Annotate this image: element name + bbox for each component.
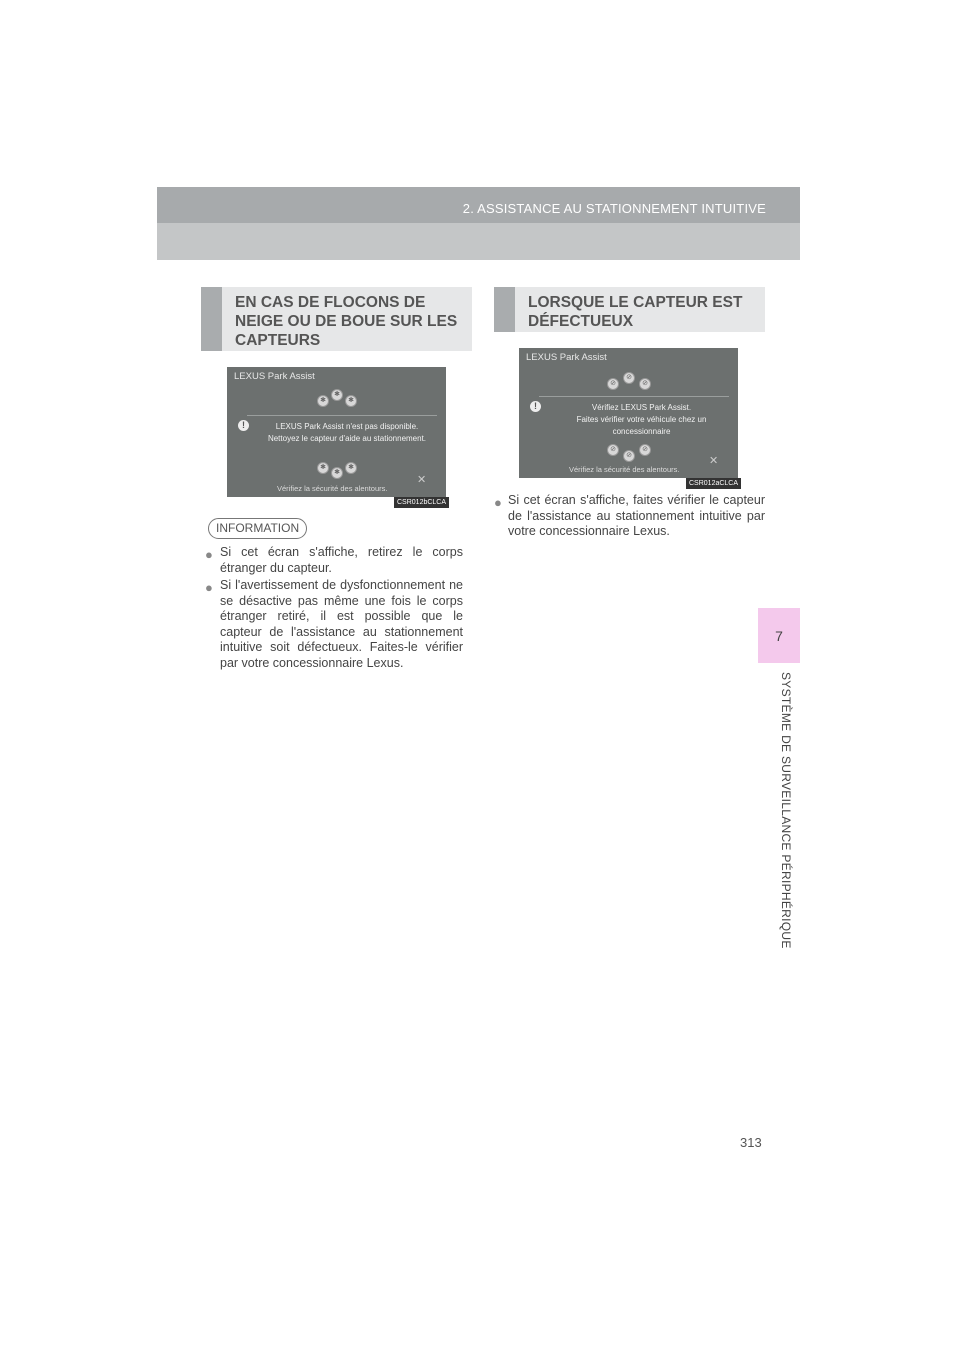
warning-icon: ! [238,420,249,431]
chapter-tab [758,608,800,663]
chapter-number: 7 [775,627,783,644]
section-title-line: EN CAS DE FLOCONS DE [235,294,426,311]
warning-icon: ! [530,401,541,412]
info-bullet: Si cet écran s'affiche, faites vérifier le capteur de l'assistance au stationnement intuitive par votre concessionnaire Lexus. [508,493,765,538]
chapter-side-label: SYSTÈME DE SURVEILLANCE PÉRIPHÉRIQUE [779,672,793,949]
section-title [528,293,742,331]
screen-title: LEXUS Park Assist [526,352,607,363]
section-title-line: CAPTEURS [235,332,321,349]
section-title-line: NEIGE OU DE BOUE SUR LES [235,313,458,330]
section-title-line: DÉFECTUEUX [528,313,634,330]
screen-message [259,421,435,445]
sensor-icon: ⊘ [639,378,651,390]
section-title [235,293,457,350]
screen-message [549,402,734,438]
info-bullet: Si cet écran s'affiche, retirez le corps étranger du capteur. [220,545,463,575]
left-section-heading [201,287,472,351]
screen-footer: Vérifiez la sécurité des alentours. [277,484,388,493]
screen-message-line: LEXUS Park Assist n'est pas disponible. [275,422,419,431]
sensor-icon: ⊘ [639,444,651,456]
image-code: CSR012bCLCA [394,497,449,508]
right-screen-image [519,348,738,478]
screen-divider [539,396,729,397]
image-code: CSR012aCLCA [686,478,741,489]
sensor-icon: ⊘ [607,378,619,390]
section-title-line: LORSQUE LE CAPTEUR EST [528,294,743,311]
section-bar [201,287,222,351]
exit-icon: ✕ [709,455,719,467]
sensor-icon: ✱ [331,389,343,401]
page-number: 313 [740,1135,762,1150]
sensor-icon: ✱ [331,467,343,479]
info-bullet: Si l'avertissement de dysfonctionnement ne se désactive pas même une fois le corps étranger retiré, il est possible que le capteur de l'assistance au stationnement intuitive soit défectueux. Faites-le vérifier par votre concessionnaire Lexus. [220,578,463,670]
screen-message-line: Vérifiez LEXUS Park Assist. [591,403,692,412]
screen-footer: Vérifiez la sécurité des alentours. [569,465,680,474]
bullet-icon: ● [205,547,213,562]
screen-message-line: Faites vérifier votre véhicule chez un concessionnaire [576,415,707,436]
sensor-icon: ⊘ [623,372,635,384]
screen-title: LEXUS Park Assist [234,371,315,382]
section-bar [494,287,515,332]
exit-icon: ✕ [417,474,427,486]
header-strip [157,187,800,223]
page-header [157,187,800,260]
chapter-title: 2. ASSISTANCE AU STATIONNEMENT INTUITIVE [462,201,766,216]
sensor-icon: ✱ [345,395,357,407]
information-label: INFORMATION [208,518,307,539]
screen-message-line: Nettoyez le capteur d'aide au stationnement. [267,434,427,443]
sensor-icon: ⊘ [607,444,619,456]
sensor-icon: ✱ [317,395,329,407]
right-section-heading [494,287,765,332]
bullet-icon: ● [494,495,502,510]
sensor-icon: ⊘ [623,450,635,462]
screen-divider [247,415,437,416]
left-screen-image [227,367,446,497]
bullet-icon: ● [205,580,213,595]
sensor-icon: ✱ [317,462,329,474]
sensor-icon: ✱ [345,462,357,474]
